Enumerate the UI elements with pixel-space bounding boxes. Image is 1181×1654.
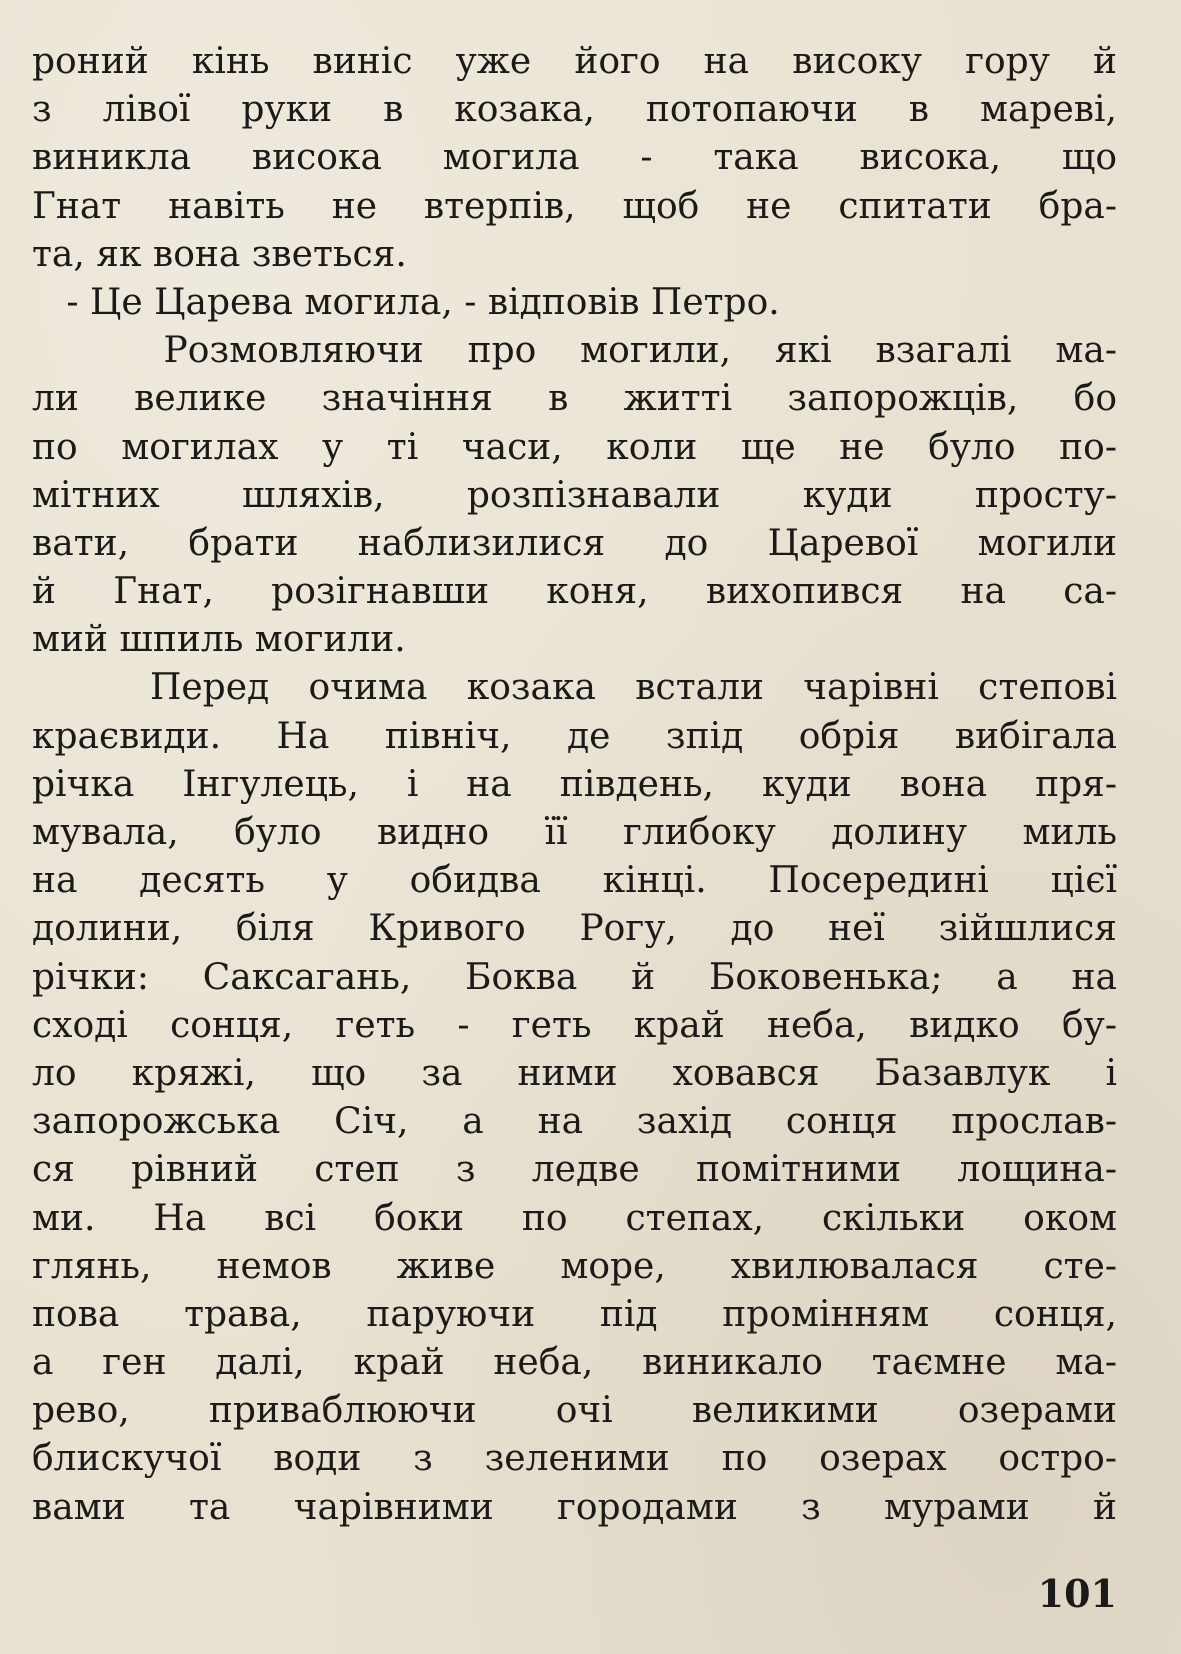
text-line: рево, приваблюючи очі великими озерами [32, 1390, 1117, 1432]
text-line: річки: Саксагань, Боква й Боковенька; а на [32, 956, 1117, 998]
text-line: ли велике значіння в житті запорожців, бо [32, 378, 1117, 420]
text-line: річка Інгулець, і на південь, куди вона пря- [32, 763, 1117, 805]
text-line: на десять у обидва кінці. Посередині цієї [32, 860, 1117, 902]
text-line: та, як вона зветься. [32, 233, 407, 275]
text-line: роний кінь виніс уже його на високу гору й [32, 41, 1117, 82]
text-line: краєвиди. На північ, де зпід обрія вибігала [32, 715, 1117, 757]
text-line: долини, біля Кривого Рогу, до неї зійшлися [32, 908, 1117, 950]
text-line: вати, брати наблизилися до Царевої могили [32, 522, 1117, 564]
page-number: 101 [1037, 1571, 1117, 1616]
body-text [32, 38, 1117, 1532]
text-line: - Це Царева могила, - відповів Петро. [32, 281, 780, 323]
text-line: ся рівний степ з ледве помітними лощина- [32, 1149, 1117, 1191]
text-line: блискучої води з зеленими по озерах остро- [32, 1438, 1117, 1480]
text-line: мітних шляхів, розпізнавали куди просту- [32, 474, 1117, 516]
text-line: по могилах у ті часи, коли ще не було по- [32, 426, 1117, 468]
text-line: пова трава, паруючи під промінням сонця, [32, 1293, 1117, 1335]
text-line: вами та чарівними городами з мурами й [32, 1486, 1117, 1528]
text-line: Розмовляючи про могили, які взагалі ма- [32, 330, 1117, 372]
text-line: з лівої руки в козака, потопаючи в мареві, [32, 89, 1117, 131]
text-line: мий шпиль могили. [32, 619, 406, 661]
text-line: Гнат навіть не втерпів, щоб не спитати бра- [32, 185, 1117, 227]
text-line: мувала, було видно її глибоку долину миль [32, 812, 1117, 853]
text-line: й Гнат, розігнавши коня, вихопився на са- [32, 571, 1117, 613]
text-line: глянь, немов живе море, хвилювалася сте- [32, 1245, 1117, 1287]
text-line: ло кряжі, що за ними ховався Базавлук і [32, 1052, 1117, 1094]
text-line: сході сонця, геть - геть край неба, видко бу- [32, 1004, 1117, 1046]
text-line: виникла висока могила - така висока, що [32, 137, 1117, 179]
text-line: а ген далі, край неба, виникало таємне ма- [32, 1342, 1117, 1384]
text-line: ми. На всі боки по степах, скільки оком [32, 1197, 1117, 1239]
text-line: Перед очима козака встали чарівні степові [32, 667, 1117, 709]
text-line: запорожська Січ, а на захід сонця прослав- [32, 1101, 1117, 1143]
